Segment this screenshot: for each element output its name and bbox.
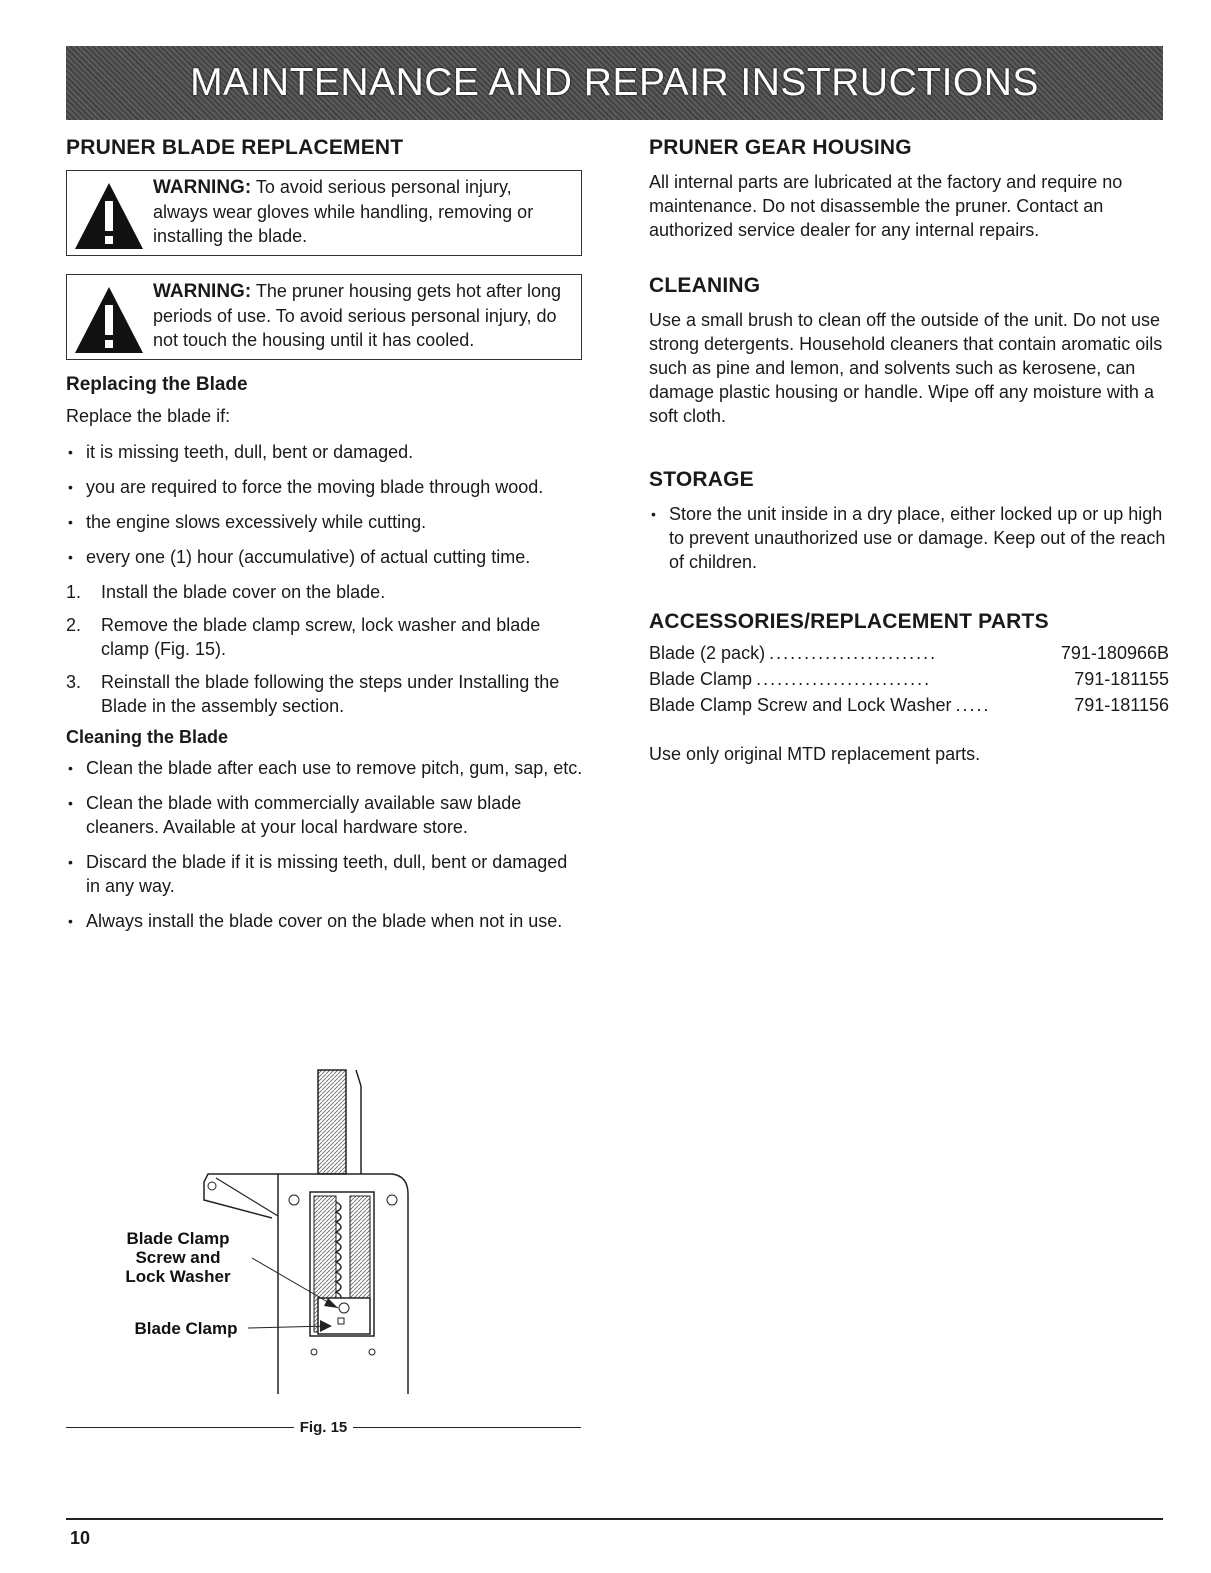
figure-caption: Fig. 15 [299, 1418, 348, 1436]
pruner-blade-diagram [66, 1066, 581, 1406]
replace-steps-list [66, 580, 586, 718]
replace-conditions-list [66, 440, 586, 569]
left-column [66, 136, 586, 944]
part-name: Blade Clamp [649, 669, 753, 689]
gear-housing-text: All internal parts are lubricated at the factory and require no maintenance. Do not disassemble the pruner. Contact an authorized service dealer for any internal repairs. [649, 172, 1123, 240]
part-number: 791-181156 [1074, 695, 1169, 715]
parts-row [649, 640, 1169, 666]
warning-body: To avoid serious personal injury, always wear gloves while handling, removing or installing the blade. [153, 177, 534, 246]
leader-dots: ........................ [769, 643, 938, 663]
page-number: 10 [70, 1528, 91, 1548]
caption-rule [66, 1427, 294, 1428]
step-text: Install the blade cover on the blade. [101, 582, 386, 602]
page-title: MAINTENANCE AND REPAIR INSTRUCTIONS [190, 61, 1039, 104]
figure-caption-row [66, 1415, 581, 1439]
accessories-heading: ACCESSORIES/REPLACEMENT PARTS [649, 610, 1049, 633]
label-blade-clamp-screw: Lock Washer [125, 1267, 231, 1286]
part-number: 791-180966B [1060, 643, 1169, 663]
page-banner [66, 46, 1163, 120]
list-item: • Always install the blade cover on the blade when not in use. [66, 909, 586, 933]
list-item: • Clean the blade with commercially available saw blade cleaners. Available at your local hardware store. [66, 791, 586, 839]
step-number: 2. [66, 615, 82, 635]
warning-text-gloves [153, 175, 571, 248]
leader-dots: ......................... [756, 669, 932, 689]
storage-heading: STORAGE [649, 468, 754, 491]
footer-rule [66, 1518, 1163, 1520]
step-item [66, 580, 586, 604]
cleaning-text: Use a small brush to clean off the outside of the unit. Do not use strong detergents. Household cleaners that contain aromatic oils such as pine and lemon, and solvents such as kerosene, can damage plastic housing or handle. Wipe off any moisture with a soft cloth. [649, 310, 1163, 426]
blade-replacement-heading: PRUNER BLADE REPLACEMENT [66, 136, 404, 159]
replacing-blade-heading: Replacing the Blade [66, 374, 248, 395]
label-blade-clamp-screw: Blade Clamp [126, 1229, 230, 1248]
caption-rule [353, 1427, 581, 1428]
step-text: Remove the blade clamp screw, lock washer and blade clamp (Fig. 15). [101, 615, 541, 659]
warning-box-hot-housing [66, 274, 582, 360]
step-number: 3. [66, 672, 82, 692]
cleaning-blade-list [66, 756, 586, 933]
list-item: • Store the unit inside in a dry place, either locked up or up high to prevent unauthorized use or damage. Keep out of the reach of children. [649, 502, 1169, 574]
warning-box-gloves [66, 170, 582, 256]
label-blade-clamp: Blade Clamp [134, 1319, 238, 1338]
parts-row [649, 692, 1169, 718]
step-item [66, 670, 586, 718]
warning-text-hot-housing [153, 279, 571, 352]
warning-icon [73, 181, 145, 251]
cleaning-blade-heading: Cleaning the Blade [66, 727, 229, 747]
list-item: • every one (1) hour (accumulative) of actual cutting time. [66, 545, 586, 569]
warning-label: WARNING: [153, 177, 252, 198]
list-item: • you are required to force the moving blade through wood. [66, 475, 586, 499]
storage-list [649, 502, 1169, 574]
label-blade-clamp-screw: Screw and [135, 1248, 221, 1267]
warning-body: The pruner housing gets hot after long periods of use. To avoid serious personal injury, do not touch the housing until it has cooled. [153, 281, 562, 350]
step-text: Reinstall the blade following the steps under Installing the Blade in the assembly section. [101, 672, 560, 716]
part-number: 791-181155 [1074, 669, 1169, 689]
part-name: Blade Clamp Screw and Lock Washer [649, 695, 952, 715]
gear-housing-heading: PRUNER GEAR HOUSING [649, 136, 912, 159]
part-name: Blade (2 pack) [649, 643, 766, 663]
warning-icon [73, 285, 145, 355]
list-item: • the engine slows excessively while cutting. [66, 510, 586, 534]
warning-label: WARNING: [153, 281, 252, 302]
parts-row [649, 666, 1169, 692]
step-number: 1. [66, 582, 82, 602]
figure-15 [66, 1066, 581, 1436]
list-item: • Discard the blade if it is missing teeth, dull, bent or damaged in any way. [66, 850, 586, 898]
parts-note: Use only original MTD replacement parts. [649, 744, 981, 764]
list-item: • Clean the blade after each use to remove pitch, gum, sap, etc. [66, 756, 586, 780]
list-item: • it is missing teeth, dull, bent or damaged. [66, 440, 586, 464]
replacing-intro: Replace the blade if: [66, 406, 231, 426]
right-column [649, 136, 1169, 766]
leader-dots: ..... [955, 695, 991, 715]
cleaning-heading: CLEANING [649, 274, 761, 297]
step-item [66, 613, 586, 661]
